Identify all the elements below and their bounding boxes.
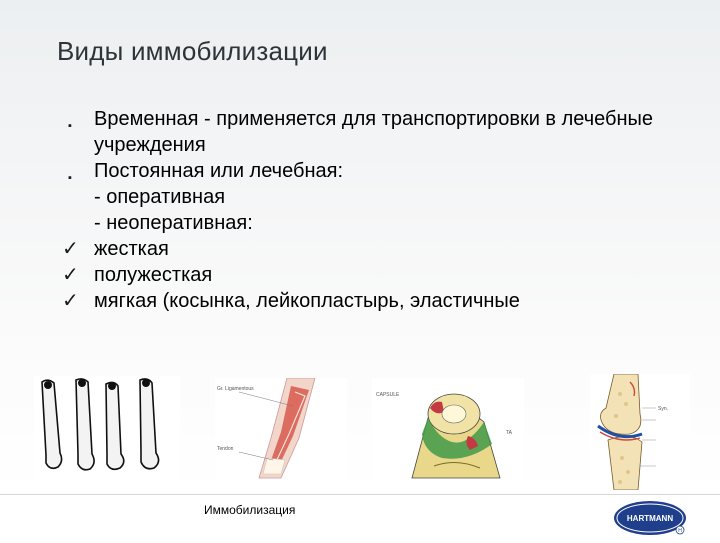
fig2-label: Gr. Ligamentous — [217, 386, 254, 392]
footer-divider — [0, 494, 720, 495]
check-text: полужесткая — [94, 264, 213, 286]
check-text: мягкая (косынка, лейкопластырь, эластичные — [94, 290, 520, 312]
knee-joint-illustration — [590, 374, 690, 490]
check-bullet-icon: ✓ — [62, 264, 79, 286]
check-text: жесткая — [94, 238, 169, 260]
check-bullet-icon: ✓ — [62, 290, 79, 312]
check-item — [58, 262, 698, 288]
logo-text: HARTMANN — [626, 514, 674, 523]
footer-text: Иммобилизация — [204, 503, 296, 517]
sub-item: - оперативная — [94, 186, 226, 208]
slide-title: Виды иммобилизации — [57, 36, 328, 66]
square-bullet-icon: ▪ — [68, 120, 72, 132]
leg-ligament-illustration — [215, 378, 347, 482]
femur-bones-illustration — [34, 376, 180, 482]
fig2-label: Tendon — [217, 446, 234, 452]
bullet-text: Временная - применяется для транспортировки в лечебные учреждения — [94, 108, 654, 156]
hartmann-logo — [612, 498, 688, 538]
square-bullet-icon: ▪ — [68, 172, 72, 184]
bullet-item — [58, 158, 698, 184]
svg-text:H: H — [678, 528, 682, 534]
slide-content — [58, 106, 698, 314]
ankle-joint-illustration — [372, 378, 524, 482]
check-item — [58, 236, 698, 262]
fig3-label: CAPSULE — [376, 392, 400, 398]
fig4-label: Syn. — [658, 406, 669, 412]
bullet-text: Постоянная или лечебная: — [94, 160, 344, 182]
check-item — [58, 288, 698, 314]
check-bullet-icon: ✓ — [62, 238, 79, 260]
bullet-item — [58, 106, 698, 158]
fig3-label: TA — [506, 430, 513, 436]
sub-item: - неоперативная: — [94, 212, 253, 234]
